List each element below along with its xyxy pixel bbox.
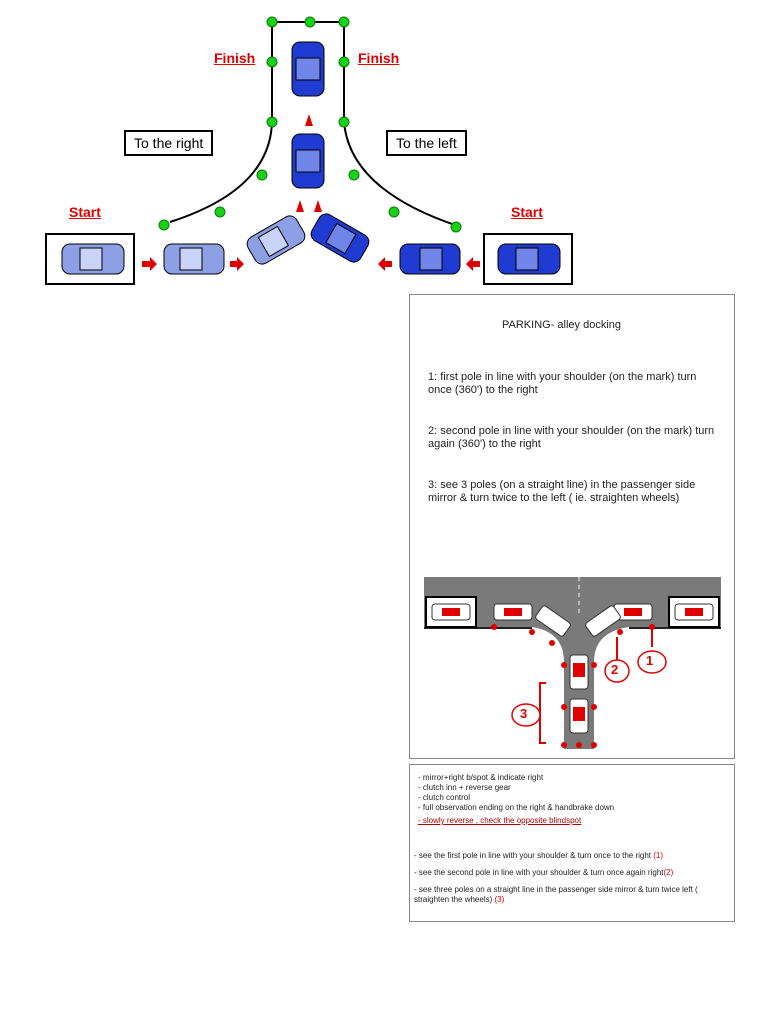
notes-panel	[409, 764, 735, 922]
label-to-the-left: To the left	[386, 130, 467, 156]
arrow-right	[230, 257, 244, 271]
label-to-the-right: To the right	[124, 130, 213, 156]
check-item: - clutch inn + reverse gear	[418, 783, 511, 792]
marker-1: 1	[646, 653, 654, 668]
start-label-left: Start	[69, 204, 101, 220]
panel-title: PARKING- alley docking	[502, 319, 622, 331]
car-start-right	[498, 244, 560, 274]
pole	[389, 207, 399, 217]
pole	[339, 57, 349, 67]
panel-step-2: 2: second pole in line with your shoulder (on the mark) turn again (360') to the right	[428, 425, 715, 450]
arrow-up	[296, 200, 304, 212]
car-left-2	[164, 244, 224, 274]
arrow-up	[305, 114, 313, 126]
pole	[159, 220, 169, 230]
notes-checklist	[418, 773, 728, 826]
marker-3: 3	[520, 706, 528, 721]
car-middle	[292, 134, 324, 188]
car-left-3	[244, 213, 307, 267]
arrow-left	[466, 257, 480, 271]
car-start-left	[62, 244, 124, 274]
marker-2: 2	[611, 662, 619, 677]
check-item-underlined: - slowly reverse , check the opposite blindspot	[418, 816, 582, 825]
top-diagram	[0, 0, 768, 300]
finish-label-right: Finish	[358, 50, 400, 66]
note-step: - see three poles on a straight line in the passenger side mirror & turn twice left ( straighten the wheels) (3)	[414, 885, 698, 904]
start-label-right: Start	[511, 204, 543, 220]
alley-road-image-svg	[424, 577, 721, 749]
alley-road-svg	[0, 0, 768, 300]
pole	[267, 117, 277, 127]
car-right-3	[308, 211, 371, 265]
note-step: - see the first pole in line with your shoulder & turn once to the right (1)	[414, 851, 664, 860]
pole	[267, 57, 277, 67]
check-item: - clutch control	[418, 793, 471, 802]
arrow-up	[314, 200, 322, 212]
pole	[257, 170, 267, 180]
pole	[349, 170, 359, 180]
note-step: - see the second pole in line with your shoulder & turn once again right(2)	[414, 868, 674, 877]
parking-panel	[409, 294, 735, 759]
pole	[305, 17, 315, 27]
pole	[339, 117, 349, 127]
check-item: - mirror+right b/spot & indicate right	[418, 773, 544, 782]
pole	[215, 207, 225, 217]
finish-label-left: Finish	[214, 50, 256, 66]
panel-step-3: 3: see 3 poles (on a straight line) in the passenger side mirror & turn twice to the left ( ie. straighten wheels)	[428, 479, 696, 504]
arrow-right	[142, 257, 157, 271]
pole	[339, 17, 349, 27]
car-right-2	[400, 244, 460, 274]
panel-step-1: 1: first pole in line with your shoulder (on the mark) turn once (360') to the right	[428, 371, 697, 396]
car-finish	[292, 42, 324, 96]
alley-road-image	[424, 577, 721, 749]
arrow-left	[378, 257, 392, 271]
pole	[451, 222, 461, 232]
check-item: - full observation ending on the right & handbrake down	[418, 803, 615, 812]
pole	[267, 17, 277, 27]
notes-steps	[414, 851, 732, 905]
